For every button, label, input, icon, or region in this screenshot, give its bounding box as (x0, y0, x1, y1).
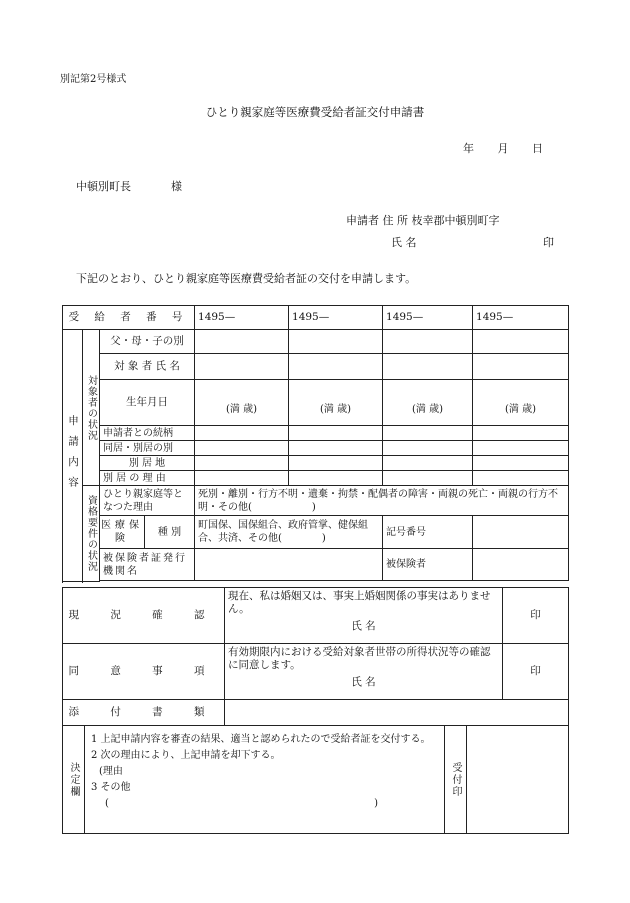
relation-cell[interactable] (195, 426, 289, 441)
insurance-type-options[interactable]: 町国保、国保組合、政府管掌、健保組合、共済、その他( ) (195, 516, 383, 549)
recipient-number-cell-4[interactable]: 1495— (473, 306, 569, 330)
single-parent-reason-options[interactable]: 死別・離別・行方不明・遺棄・拘禁・配偶者の障害・両親の死亡・両親の行方不明・その他( ) (195, 486, 569, 516)
parent-child-cell[interactable] (289, 330, 383, 354)
date-line: 年 月 日 (463, 142, 543, 155)
row-separate-reason-label: 別 居 の 理 由 (100, 471, 195, 486)
symbol-number-label: 記号番号 (383, 516, 473, 549)
parent-child-cell[interactable] (473, 330, 569, 354)
section-eligibility: 資格要件の状況 (83, 486, 100, 582)
consent-name-label: 氏 名 (351, 676, 376, 688)
insurance-type-label: 種 別 (157, 526, 182, 538)
decision-other-parens (91, 796, 438, 812)
insurer-issuer-cell[interactable] (195, 549, 383, 581)
birthdate-age-cell[interactable]: (満 歳) (289, 380, 383, 426)
status-check-label: 現 況 確 認 (63, 588, 225, 644)
applicant-address: 申請者 住 所 枝幸郡中頓別町字 (346, 214, 500, 227)
parent-child-cell[interactable] (383, 330, 473, 354)
paren-open: ( (105, 798, 109, 809)
consent-statement: 有効期限内における受給対象者世帯の所得状況等の確認に同意します。 (228, 646, 491, 671)
decision-reason-label: (理由 (99, 766, 123, 777)
attachments-label: 添 付 書 類 (63, 700, 225, 726)
addressee-suffix: 様 (171, 180, 182, 193)
separate-address-cell[interactable] (195, 456, 289, 471)
section-application-content: 申請内容 (63, 330, 83, 582)
row-cohabit-label: 同居・別居の別 (100, 441, 195, 456)
subject-name-cell[interactable] (473, 354, 569, 380)
status-check-seal: 印 (503, 588, 569, 644)
row-birthdate-label: 生年月日 (100, 380, 195, 426)
consent-seal: 印 (503, 644, 569, 700)
subject-name-cell[interactable] (383, 354, 473, 380)
birthdate-age-cell[interactable]: (満 歳) (383, 380, 473, 426)
insurance-label: 医療保険 (100, 516, 145, 548)
insured-cell[interactable] (473, 549, 569, 581)
cohabit-cell[interactable] (289, 441, 383, 456)
applicant-name-label: 氏 名 (391, 236, 417, 249)
subject-name-cell[interactable] (289, 354, 383, 380)
decision-column-label: 決定欄 (63, 726, 85, 834)
receipt-stamp-cell[interactable] (467, 726, 569, 834)
status-check-statement: 現在、私は婚姻又は、事実上婚姻関係の事実はありません。 (228, 590, 491, 615)
decision-option-2: 2 次の理由により、上記申請を却下する。 (91, 750, 281, 761)
decision-option-1: 1 上記申請内容を審査の結果、適当と認められたので受給者証を交付する。 (91, 734, 431, 745)
cohabit-cell[interactable] (383, 441, 473, 456)
insurance-label-cell (100, 516, 195, 549)
birthdate-age-cell[interactable]: (満 歳) (195, 380, 289, 426)
separate-address-cell[interactable] (383, 456, 473, 471)
document-title: ひとり親家庭等医療費受給者証交付申請書 (205, 105, 425, 119)
separate-reason-cell[interactable] (473, 471, 569, 486)
insurer-issuer-label: 被保険者証発行機関名 (100, 549, 195, 581)
addressee (76, 178, 182, 194)
symbol-number-cell[interactable] (473, 516, 569, 549)
application-form-table (62, 305, 569, 582)
relation-cell[interactable] (383, 426, 473, 441)
cohabit-cell[interactable] (473, 441, 569, 456)
separate-reason-cell[interactable] (289, 471, 383, 486)
section-subject-status: 対象者の状況 (83, 330, 100, 486)
recipient-number-cell-1[interactable]: 1495— (195, 306, 289, 330)
row-separate-address-label: 別 居 地 (100, 456, 195, 471)
decision-content (85, 726, 445, 834)
decision-table (62, 725, 569, 834)
separate-reason-cell[interactable] (383, 471, 473, 486)
applicant-name-line (391, 234, 554, 250)
attachments-cell[interactable] (225, 700, 569, 726)
intro-text: 下記のとおり、ひとり親家庭等医療費受給者証の交付を申請します。 (76, 272, 417, 285)
row-relation-label: 申請者との続柄 (100, 426, 195, 441)
cohabit-cell[interactable] (195, 441, 289, 456)
receipt-stamp-label: 受付印 (445, 726, 467, 834)
consent-cell (225, 644, 503, 700)
birthdate-age-cell[interactable]: (満 歳) (473, 380, 569, 426)
paren-close: ) (374, 798, 378, 809)
subject-name-cell[interactable] (195, 354, 289, 380)
confirmation-table (62, 587, 569, 726)
relation-cell[interactable] (473, 426, 569, 441)
parent-child-cell[interactable] (195, 330, 289, 354)
separate-address-cell[interactable] (289, 456, 383, 471)
addressee-name: 中頓別町長 (76, 180, 131, 193)
insured-label: 被保険者 (383, 549, 473, 581)
row-subject-name-label: 対 象 者 氏 名 (100, 354, 195, 380)
separate-address-cell[interactable] (473, 456, 569, 471)
status-check-name-label: 氏 名 (351, 620, 376, 632)
consent-label: 同 意 事 項 (63, 644, 225, 700)
recipient-number-cell-2[interactable]: 1495— (289, 306, 383, 330)
single-parent-reason-label: ひとり親家庭等となつた理由 (100, 486, 195, 516)
recipient-number-cell-3[interactable]: 1495— (383, 306, 473, 330)
relation-cell[interactable] (289, 426, 383, 441)
row-parent-child-label: 父・母・子の別 (100, 330, 195, 354)
separate-reason-cell[interactable] (195, 471, 289, 486)
recipient-number-label: 受 給 者 番 号 (63, 306, 195, 330)
form-number: 別記第2号様式 (60, 74, 127, 85)
applicant-seal-mark: 印 (543, 236, 554, 249)
status-check-cell (225, 588, 503, 644)
decision-option-3: 3 その他 (91, 782, 131, 793)
